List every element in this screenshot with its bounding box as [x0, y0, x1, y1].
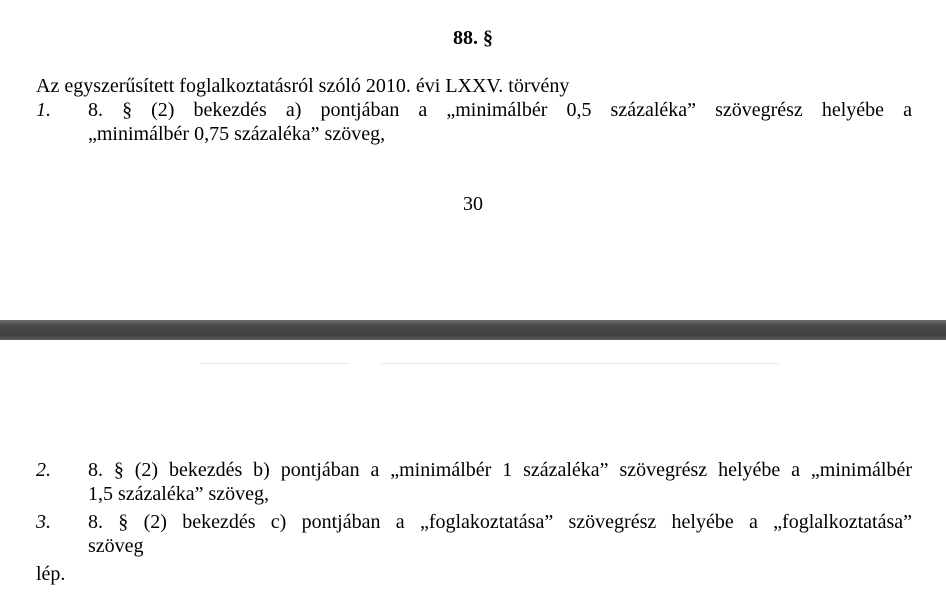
item-number: 3. — [36, 511, 51, 533]
section-heading: 88. § — [453, 27, 493, 49]
item-text-line: 1,5 százaléka” szöveg, — [88, 483, 270, 505]
list-item — [36, 510, 912, 560]
item-text — [88, 510, 912, 558]
closing-word: lép. — [36, 563, 66, 585]
divider — [380, 363, 780, 364]
list-item — [36, 98, 912, 148]
item-text-line: 8. § (2) bekezdés a) pontjában a „minimálbér 0,5 százaléka” szövegrész helyébe a — [88, 99, 912, 121]
item-number: 2. — [36, 459, 51, 481]
item-text — [88, 458, 912, 506]
item-text-line: 8. § (2) bekezdés b) pontjában a „minimálbér 1 százaléka” szövegrész helyébe a „minimálbér — [88, 459, 912, 481]
item-text-line: „minimálbér 0,75 százaléka” szöveg, — [88, 123, 386, 145]
divider — [200, 363, 350, 364]
item-text-line: 8. § (2) bekezdés c) pontjában a „foglakoztatása” szövegrész helyébe a „foglalkoztatása” — [88, 511, 912, 533]
item-text-line: szöveg — [88, 535, 144, 557]
page-number: 30 — [463, 193, 483, 215]
page-separator — [0, 320, 946, 340]
item-number: 1. — [36, 99, 51, 121]
law-title: Az egyszerűsített foglalkoztatásról szóló 2010. évi LXXV. törvény — [36, 75, 570, 97]
list-item — [36, 458, 912, 508]
item-text — [88, 98, 912, 146]
